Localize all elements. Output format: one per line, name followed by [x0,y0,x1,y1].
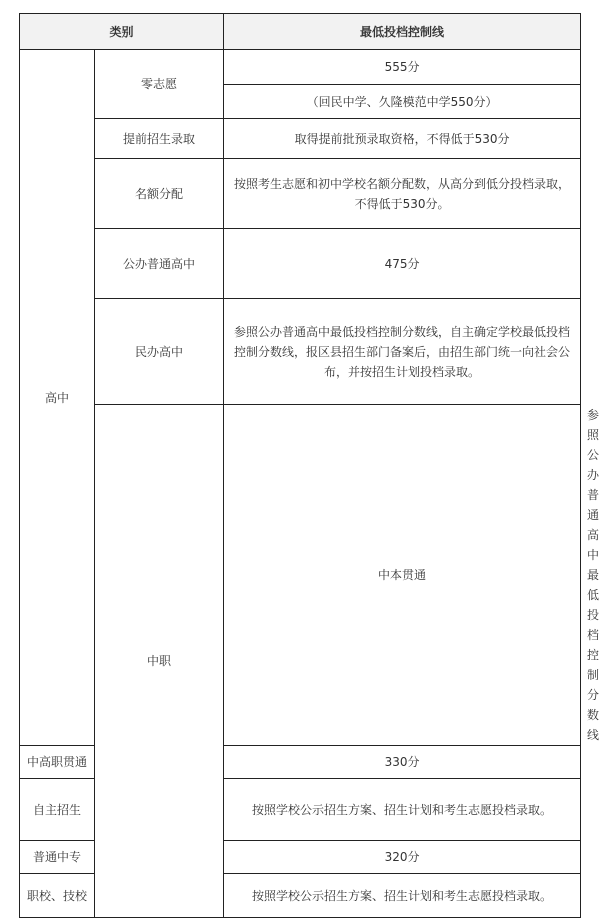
table-header-row [20,14,581,50]
table-row [20,119,581,159]
row-value: 555分 [224,50,581,85]
group-name-vocational: 中职 [95,405,224,918]
table-row [20,299,581,405]
table-row [20,50,581,85]
row-value: 按照考生志愿和初中学校名额分配数，从高分到低分投档录取，不得低于530分。 [224,159,581,229]
row-label: 公办普通高中 [95,229,224,299]
row-label: 普通中专 [20,841,95,874]
row-label: 民办高中 [95,299,224,405]
row-label: 名额分配 [95,159,224,229]
row-value: 330分 [224,746,581,779]
row-label: 中高职贯通 [20,746,95,779]
row-value: 475分 [224,229,581,299]
admission-score-table [19,13,600,918]
header-line: 最低投档控制线 [224,14,581,50]
row-label: 职校、技校 [20,874,95,918]
group-name-senior-high: 高中 [20,50,95,746]
header-category: 类别 [20,14,224,50]
row-label: 自主招生 [20,779,95,841]
row-label: 提前招生录取 [95,119,224,159]
table-row: 中职 中本贯通 参照公办普通高中最低投档控制分数线 [20,405,581,746]
row-value: 按照学校公示招生方案、招生计划和考生志愿投档录取。 [224,874,581,918]
row-label: 零志愿 [95,50,224,119]
row-value-note: （回民中学、久隆模范中学550分） [224,85,581,119]
row-value: 取得提前批预录取资格，不得低于530分 [224,119,581,159]
row-value: 参照公办普通高中最低投档控制分数线，自主确定学校最低投档控制分数线，报区县招生部门备案后，由招生部门统一向社会公布，并按招生计划投档录取。 [224,299,581,405]
row-value: 按照学校公示招生方案、招生计划和考生志愿投档录取。 [224,779,581,841]
row-value: 320分 [224,841,581,874]
row-label: 中本贯通 [224,405,581,746]
table-row [20,229,581,299]
table-row [20,159,581,229]
